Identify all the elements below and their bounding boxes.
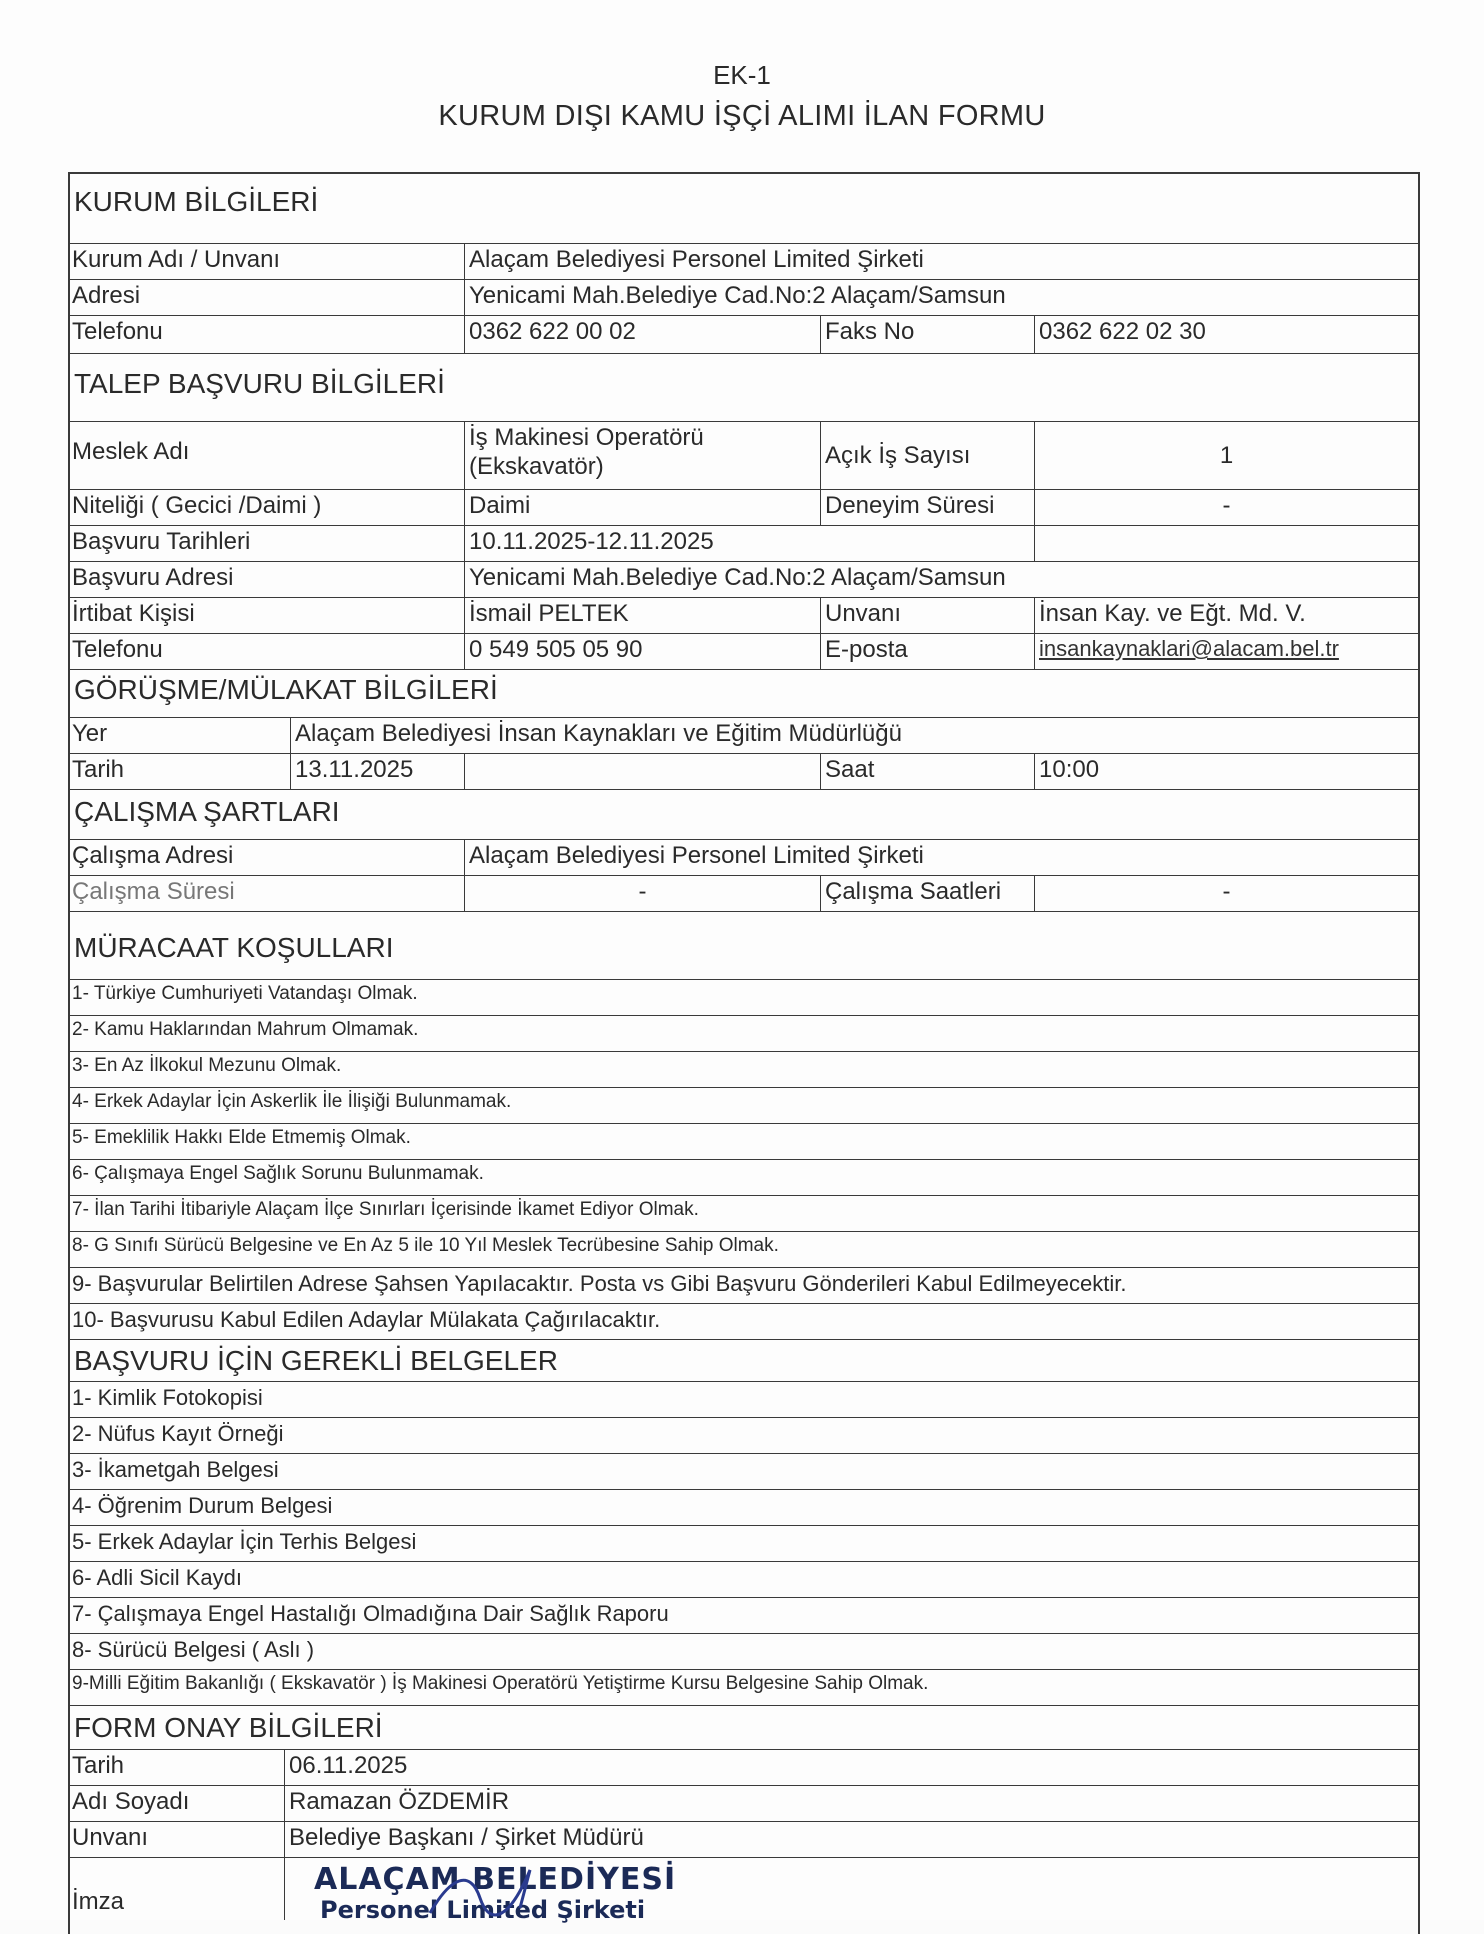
row-kurum-adres xyxy=(68,280,1418,316)
label-onay-ad: Adı Soyadı xyxy=(72,1788,190,1815)
value-kurum-tel: 0362 622 00 02 xyxy=(464,316,820,353)
section-title-talep: TALEP BAŞVURU BİLGİLERİ xyxy=(74,368,445,399)
belge-row xyxy=(68,1562,1418,1598)
value-meslek xyxy=(464,422,820,489)
value-calisma-saat: - xyxy=(1034,876,1418,911)
row-onay-unvan xyxy=(68,1822,1418,1858)
belge-item: 1- Kimlik Fotokopisi xyxy=(72,1385,263,1410)
value-kurum-ad: Alaçam Belediyesi Personel Limited Şirketi xyxy=(464,244,1418,279)
belge-row xyxy=(68,1598,1418,1634)
label-unvan: Unvanı xyxy=(820,598,1034,633)
value-eposta: insankaynaklari@alacam.bel.tr xyxy=(1034,634,1418,669)
muracaat-item: 10- Başvurusu Kabul Edilen Adaylar Mülakata Çağırılacaktır. xyxy=(72,1307,661,1332)
label-kurum-ad: Kurum Adı / Unvanı xyxy=(72,246,281,273)
belge-item: 7- Çalışmaya Engel Hastalığı Olmadığına Dair Sağlık Raporu xyxy=(72,1601,669,1626)
row-nitelik xyxy=(68,490,1418,526)
value-basvuru-adres: Yenicami Mah.Belediye Cad.No:2 Alaçam/Samsun xyxy=(464,562,1418,597)
muracaat-row xyxy=(68,1160,1418,1196)
value-faks: 0362 622 02 30 xyxy=(1034,316,1418,353)
label-irtibat: İrtibat Kişisi xyxy=(72,600,195,627)
value-acik-is: 1 xyxy=(1034,422,1418,489)
section-title-gorusme: GÖRÜŞME/MÜLAKAT BİLGİLERİ xyxy=(74,674,498,705)
belge-item: 3- İkametgah Belgesi xyxy=(72,1457,279,1482)
section-talep xyxy=(68,354,1418,422)
value-talep-tel: 0 549 505 05 90 xyxy=(464,634,820,669)
belge-row xyxy=(68,1670,1418,1706)
row-onay-imza xyxy=(68,1858,1418,1920)
section-title-kurum: KURUM BİLGİLERİ xyxy=(74,186,319,217)
value-calisma-adres: Alaçam Belediyesi Personel Limited Şirketi xyxy=(464,840,1418,875)
muracaat-row xyxy=(68,1268,1418,1304)
row-kurum-ad xyxy=(68,244,1418,280)
muracaat-row xyxy=(68,1052,1418,1088)
row-meslek xyxy=(68,422,1418,490)
label-talep-tel: Telefonu xyxy=(72,636,163,663)
value-onay-unvan: Belediye Başkanı / Şirket Müdürü xyxy=(284,1822,1418,1857)
doc-annex-label: EK-1 xyxy=(713,60,771,90)
muracaat-row xyxy=(68,1304,1418,1340)
row-calisma-adres xyxy=(68,840,1418,876)
label-eposta: E-posta xyxy=(820,634,1034,669)
belge-item: 5- Erkek Adaylar İçin Terhis Belgesi xyxy=(72,1529,417,1554)
muracaat-item: 4- Erkek Adaylar İçin Askerlik İle İlişiği Bulunmamak. xyxy=(72,1091,512,1112)
empty-cell xyxy=(1034,526,1418,561)
muracaat-item: 5- Emeklilik Hakkı Elde Etmemiş Olmak. xyxy=(72,1127,411,1148)
label-onay-unvan: Unvanı xyxy=(72,1824,149,1851)
muracaat-item: 6- Çalışmaya Engel Sağlık Sorunu Bulunmamak. xyxy=(72,1163,484,1184)
label-onay-imza: İmza xyxy=(72,1888,125,1915)
section-calisma xyxy=(68,790,1418,840)
row-irtibat xyxy=(68,598,1418,634)
row-kurum-tel xyxy=(68,316,1418,354)
label-calisma-sure: Çalışma Süresi xyxy=(72,878,235,905)
muracaat-row xyxy=(68,980,1418,1016)
value-nitelik: Daimi xyxy=(464,490,820,525)
value-unvan: İnsan Kay. ve Eğt. Md. V. xyxy=(1034,598,1418,633)
value-kurum-adres: Yenicami Mah.Belediye Cad.No:2 Alaçam/Samsun xyxy=(464,280,1418,315)
belge-item: 2- Nüfus Kayıt Örneği xyxy=(72,1421,284,1446)
label-faks: Faks No xyxy=(820,316,1034,353)
row-talep-tel xyxy=(68,634,1418,670)
empty-cell xyxy=(464,754,820,789)
belge-row xyxy=(68,1454,1418,1490)
section-kurum xyxy=(68,172,1418,244)
muracaat-item: 8- G Sınıfı Sürücü Belgesine ve En Az 5 ile 10 Yıl Meslek Tecrübesine Sahip Olmak. xyxy=(72,1235,779,1256)
value-onay-ad: Ramazan ÖZDEMİR xyxy=(284,1786,1418,1821)
muracaat-item: 2- Kamu Haklarından Mahrum Olmamak. xyxy=(72,1019,419,1040)
muracaat-row xyxy=(68,1232,1418,1268)
value-saat: 10:00 xyxy=(1034,754,1418,789)
belge-row xyxy=(68,1526,1418,1562)
section-title-calisma: ÇALIŞMA ŞARTLARI xyxy=(74,796,340,827)
belge-row xyxy=(68,1634,1418,1670)
belge-item: 8- Sürücü Belgesi ( Aslı ) xyxy=(72,1637,315,1662)
row-yer xyxy=(68,718,1418,754)
label-kurum-tel: Telefonu xyxy=(72,318,163,345)
stamp-line2: Personel Limited Şirketi xyxy=(320,1896,646,1924)
section-gorusme xyxy=(68,670,1418,718)
muracaat-row xyxy=(68,1124,1418,1160)
value-gorusme-tarih: 13.11.2025 xyxy=(290,754,464,789)
muracaat-item: 3- En Az İlkokul Mezunu Olmak. xyxy=(72,1055,342,1076)
label-deneyim: Deneyim Süresi xyxy=(820,490,1034,525)
muracaat-item: 1- Türkiye Cumhuriyeti Vatandaşı Olmak. xyxy=(72,983,418,1004)
row-onay-tarih xyxy=(68,1750,1418,1786)
row-onay-ad xyxy=(68,1786,1418,1822)
value-meslek-line1: İş Makinesi Operatörü xyxy=(469,424,704,451)
label-basvuru-tarih: Başvuru Tarihleri xyxy=(72,528,251,555)
row-calisma-sure xyxy=(68,876,1418,912)
label-kurum-adres: Adresi xyxy=(72,282,141,309)
label-calisma-adres: Çalışma Adresi xyxy=(72,842,234,869)
muracaat-row xyxy=(68,1088,1418,1124)
row-basvuru-adres xyxy=(68,562,1418,598)
section-belgeler xyxy=(68,1342,1418,1382)
belge-item: 4- Öğrenim Durum Belgesi xyxy=(72,1493,333,1518)
value-calisma-sure: - xyxy=(464,876,820,911)
section-title-onay: FORM ONAY BİLGİLERİ xyxy=(74,1712,383,1743)
label-gorusme-tarih: Tarih xyxy=(72,756,125,783)
row-gorusme-tarih xyxy=(68,754,1418,790)
muracaat-item: 7- İlan Tarihi İtibariyle Alaçam İlçe Sınırları İçerisinde İkamet Ediyor Olmak. xyxy=(72,1199,699,1220)
muracaat-row xyxy=(68,1196,1418,1232)
value-basvuru-tarih: 10.11.2025-12.11.2025 xyxy=(464,526,1034,561)
section-title-belgeler: BAŞVURU İÇİN GEREKLİ BELGELER xyxy=(74,1345,558,1376)
label-basvuru-adres: Başvuru Adresi xyxy=(72,564,234,591)
label-acik-is: Açık İş Sayısı xyxy=(820,422,1034,489)
muracaat-item: 9- Başvurular Belirtilen Adrese Şahsen Yapılacaktır. Posta vs Gibi Başvuru Gönderileri Kabul Edilmeyecektir. xyxy=(72,1271,1127,1296)
label-meslek: Meslek Adı xyxy=(72,438,190,465)
value-meslek-line2: (Ekskavatör) xyxy=(469,452,604,480)
belge-row xyxy=(68,1382,1418,1418)
label-calisma-saat: Çalışma Saatleri xyxy=(820,876,1034,911)
value-onay-tarih: 06.11.2025 xyxy=(284,1750,1418,1785)
muracaat-row xyxy=(68,1016,1418,1052)
label-saat: Saat xyxy=(820,754,1034,789)
belge-item: 6- Adli Sicil Kaydı xyxy=(72,1565,242,1590)
section-muracaat xyxy=(68,912,1418,980)
belge-item: 9-Milli Eğitim Bakanlığı ( Ekskavatör ) İş Makinesi Operatörü Yetiştirme Kursu Belgesine Sahip Olmak. xyxy=(72,1673,929,1694)
value-yer: Alaçam Belediyesi İnsan Kaynakları ve Eğitim Müdürlüğü xyxy=(290,718,1418,753)
label-yer: Yer xyxy=(72,720,108,747)
signature-mark xyxy=(420,1858,560,1920)
belge-row xyxy=(68,1490,1418,1526)
section-title-muracaat: MÜRACAAT KOŞULLARI xyxy=(74,932,394,963)
value-deneyim: - xyxy=(1034,490,1418,525)
section-onay xyxy=(68,1706,1418,1750)
row-basvuru-tarih xyxy=(68,526,1418,562)
label-nitelik: Niteliği ( Gecici /Daimi ) xyxy=(72,492,322,519)
doc-title: KURUM DIŞI KAMU İŞÇİ ALIMI İLAN FORMU xyxy=(438,100,1046,132)
label-onay-tarih: Tarih xyxy=(72,1752,125,1779)
belge-row xyxy=(68,1418,1418,1454)
stamp-line1: ALAÇAM BELEDİYESİ xyxy=(314,1862,677,1897)
value-irtibat: İsmail PELTEK xyxy=(464,598,820,633)
